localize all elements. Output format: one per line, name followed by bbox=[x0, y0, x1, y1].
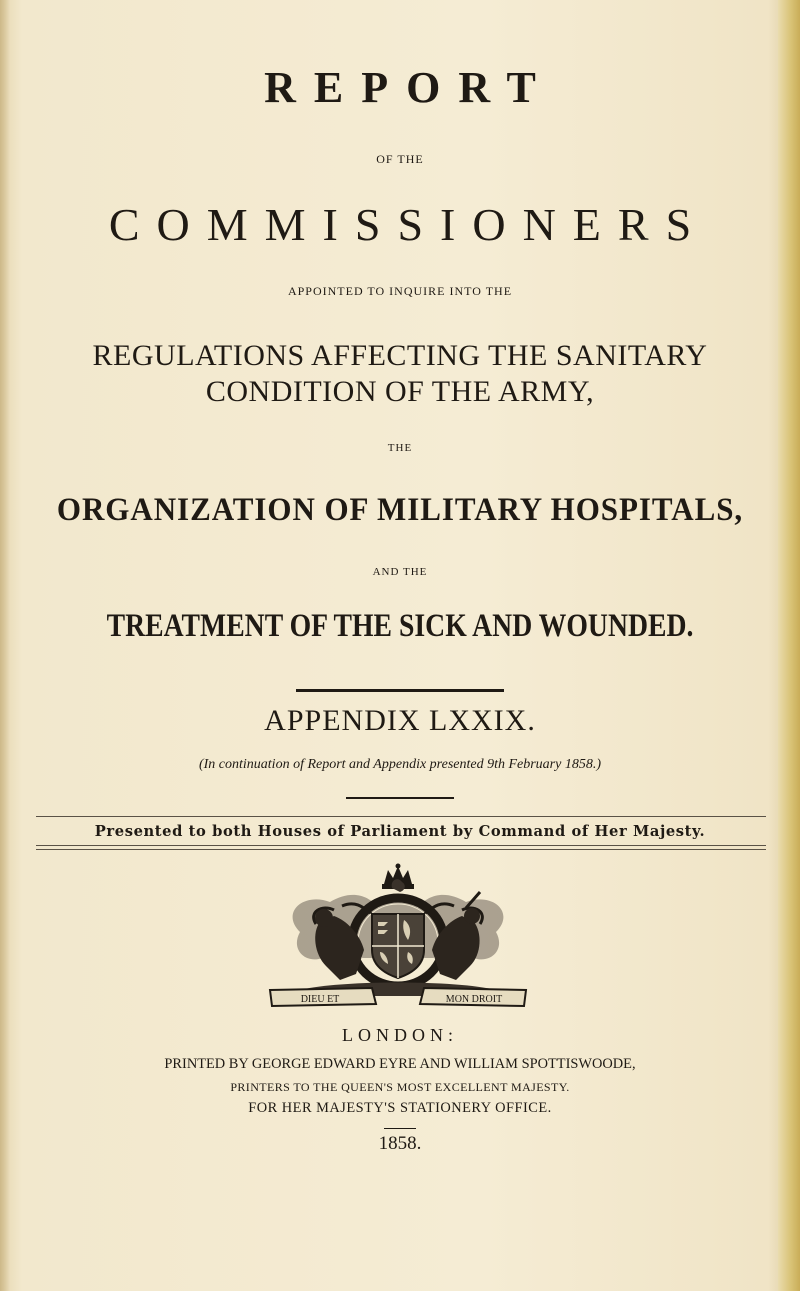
royal-coat-of-arms-icon bbox=[260, 862, 536, 1012]
divider-rule bbox=[36, 816, 766, 817]
continuation-note: (In continuation of Report and Appendix presented 9th February 1858.) bbox=[198, 757, 602, 772]
motto-left: DIEU ET bbox=[300, 994, 340, 1005]
imprint-stationery: FOR HER MAJESTY'S STATIONERY OFFICE. bbox=[248, 1100, 552, 1116]
divider-rule bbox=[36, 845, 766, 846]
regulations-heading bbox=[0, 338, 800, 410]
commissioners-heading: COMMISSIONERS bbox=[108, 199, 709, 250]
divider-rule bbox=[384, 1128, 416, 1129]
the-label: THE bbox=[387, 442, 413, 454]
appointed-label: APPOINTED TO INQUIRE INTO THE bbox=[287, 284, 513, 298]
page-gilt-edge bbox=[778, 0, 800, 1291]
divider-rule bbox=[296, 689, 504, 692]
imprint-printed-by: PRINTED BY GEORGE EDWARD EYRE AND WILLIAM SPOTTISWOODE, bbox=[164, 1056, 636, 1072]
motto-right: MON DROIT bbox=[445, 994, 503, 1005]
presented-line: Presented to both Houses of Parliament by Command of Her Majesty. bbox=[94, 822, 706, 840]
page-left-edge bbox=[0, 0, 10, 1291]
imprint-city: LONDON: bbox=[342, 1025, 458, 1045]
imprint-printers: PRINTERS TO THE QUEEN'S MOST EXCELLENT MAJESTY. bbox=[230, 1080, 570, 1094]
organization-heading: ORGANIZATION OF MILITARY HOSPITALS, bbox=[56, 492, 744, 528]
divider-rule bbox=[346, 797, 454, 799]
report-heading: REPORT bbox=[264, 63, 554, 112]
divider-rule bbox=[36, 849, 766, 850]
imprint-year: 1858. bbox=[378, 1133, 422, 1154]
regulations-line-2: CONDITION OF THE ARMY, bbox=[205, 375, 595, 408]
treatment-heading: TREATMENT OF THE SICK AND WOUNDED. bbox=[106, 608, 694, 644]
of-the-label: OF THE bbox=[376, 152, 424, 166]
and-the-label: AND THE bbox=[372, 566, 428, 578]
appendix-title: APPENDIX LXXIX. bbox=[264, 704, 536, 737]
regulations-line-1: REGULATIONS AFFECTING THE SANITARY bbox=[92, 339, 708, 372]
